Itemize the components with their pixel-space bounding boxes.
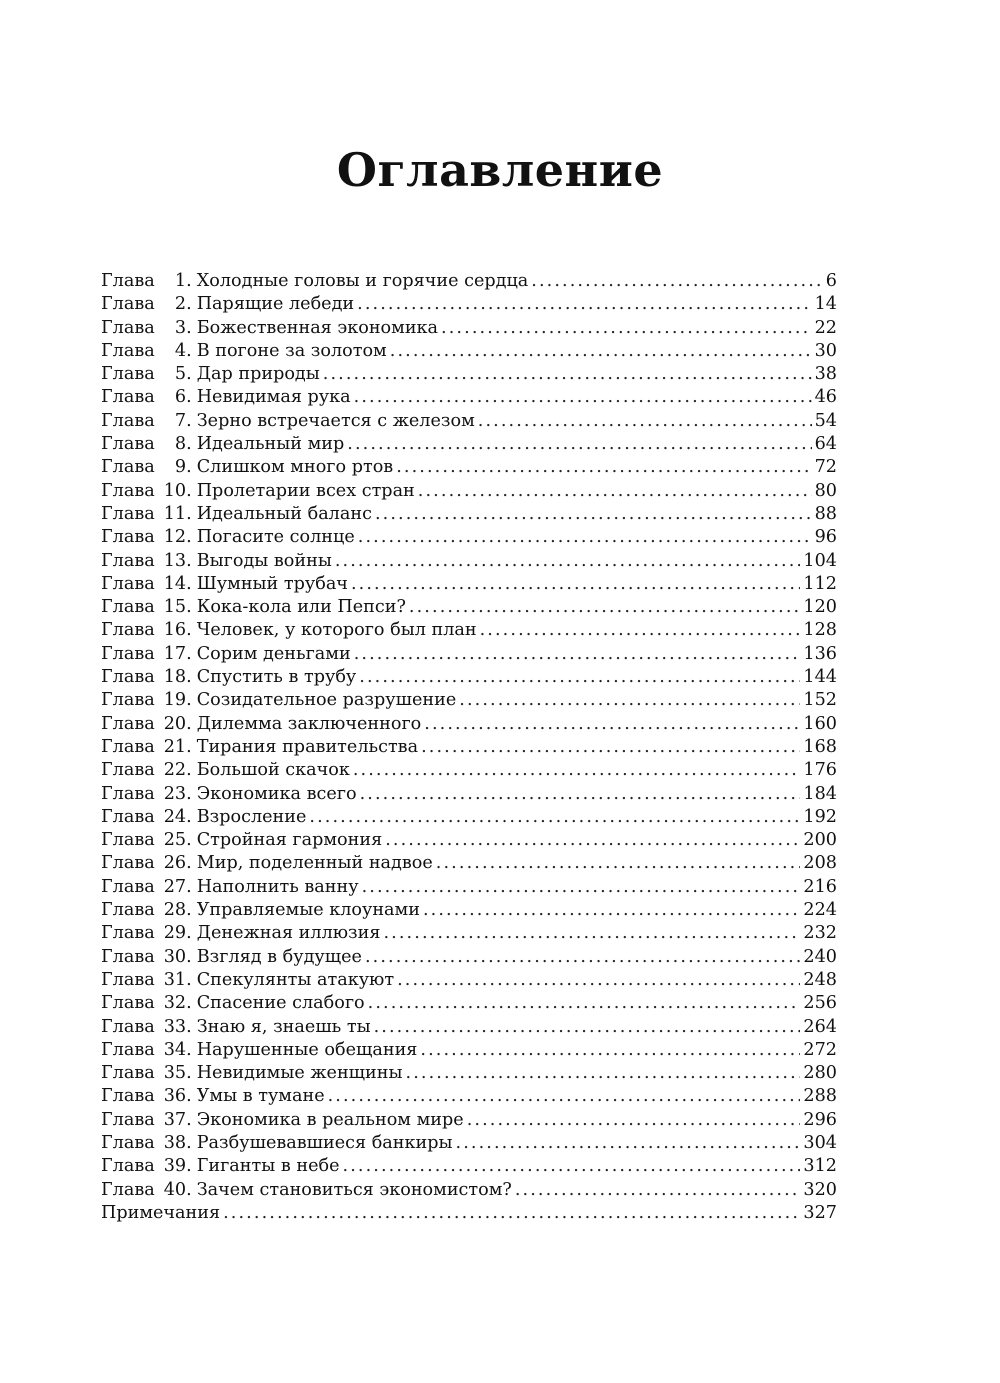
toc-entry-label: Глава	[101, 993, 155, 1014]
toc-entry-number: 23.	[163, 783, 192, 804]
toc-entry-page: 168	[803, 736, 837, 757]
toc-entry[interactable]	[101, 783, 837, 806]
toc-entry-number: 7.	[174, 410, 192, 431]
toc-entry-page: 280	[803, 1063, 837, 1084]
toc-entry[interactable]	[101, 1202, 837, 1225]
toc-entry-label: Глава	[101, 457, 155, 478]
toc-entry-label: Глава	[101, 271, 155, 291]
toc-entry-number: 1.	[174, 271, 192, 291]
dot-leader	[459, 689, 800, 712]
toc-entry-title: Кока-кола или Пепси?	[196, 597, 406, 618]
toc-entry[interactable]	[101, 736, 837, 759]
toc-entry-title: Тирания правительства	[196, 736, 419, 757]
dot-leader	[360, 783, 801, 806]
dot-leader	[409, 596, 800, 619]
dot-leader	[531, 270, 823, 293]
toc-entry-title: Пролетарии всех стран	[196, 480, 415, 501]
toc-entry-number: 17.	[163, 643, 192, 664]
toc-entry-number: 12.	[163, 527, 192, 548]
dot-leader	[358, 526, 812, 549]
toc-entry-label: Глава	[101, 317, 155, 338]
toc-entry-page: 240	[803, 946, 837, 967]
toc-entry-number: 33.	[163, 1016, 192, 1037]
dot-leader	[421, 736, 800, 759]
toc-entry[interactable]	[101, 433, 837, 456]
toc-entry-title: Невидимая рука	[196, 387, 351, 408]
toc-entry-page: 38	[814, 364, 837, 385]
toc-entry[interactable]	[101, 992, 837, 1015]
toc-entry-page: 304	[803, 1132, 837, 1153]
toc-entry-page: 46	[814, 387, 837, 408]
toc-entry-page: 14	[814, 294, 837, 315]
toc-entry-page: 288	[803, 1086, 837, 1107]
toc-entry-title: Спекулянты атакуют	[196, 969, 395, 990]
toc-entry[interactable]	[101, 619, 837, 642]
toc-entry-page: 192	[803, 806, 837, 827]
toc-entry-page: 64	[814, 434, 837, 455]
dot-leader	[359, 666, 800, 689]
toc-entry-label: Глава	[101, 364, 155, 385]
dot-leader	[309, 806, 800, 829]
toc-entry-page: 184	[803, 783, 837, 804]
toc-entry-title: Разбушевавшиеся банкиры	[196, 1132, 453, 1153]
dot-leader	[375, 503, 812, 526]
toc-entry[interactable]	[101, 340, 837, 363]
toc-entry-page: 296	[803, 1109, 837, 1130]
toc-entry-label: Глава	[101, 550, 155, 571]
toc-entry-label: Глава	[101, 667, 155, 688]
toc-entry-number: 22.	[163, 760, 192, 781]
toc-entry-page: 272	[803, 1039, 837, 1060]
toc-entry[interactable]	[101, 1039, 837, 1062]
toc-entry-label: Глава	[101, 1156, 155, 1177]
page-title: Оглавление	[336, 143, 664, 197]
toc-entry[interactable]	[101, 759, 837, 782]
toc-entry-page: 72	[814, 457, 837, 478]
toc-entry-title: Нарушенные обещания	[196, 1039, 418, 1060]
dot-leader	[365, 946, 800, 969]
dot-leader	[418, 480, 812, 503]
toc-entry-title: Знаю я, знаешь ты	[196, 1016, 371, 1037]
dot-leader	[441, 317, 812, 340]
toc-entry-label: Глава	[101, 643, 155, 664]
toc-entry-number: 8.	[174, 434, 192, 455]
toc-entry-number: 18.	[163, 667, 192, 688]
toc-entry[interactable]	[101, 456, 837, 479]
toc-entry[interactable]	[101, 969, 837, 992]
toc-entry[interactable]	[101, 899, 837, 922]
toc-entry-page: 320	[803, 1179, 837, 1200]
toc-entry[interactable]	[101, 480, 837, 503]
toc-entry[interactable]	[101, 1109, 837, 1132]
toc-entry[interactable]	[101, 573, 837, 596]
dot-leader	[362, 876, 801, 899]
toc-entry[interactable]	[101, 1016, 837, 1039]
toc-entry-number: 11.	[163, 503, 192, 524]
toc-entry[interactable]	[101, 922, 837, 945]
toc-entry-title: Сорим деньгами	[196, 643, 351, 664]
dot-leader	[478, 410, 812, 433]
toc-entry-label: Примечания	[101, 1202, 221, 1223]
toc-entry[interactable]	[101, 503, 837, 526]
toc-entry[interactable]	[101, 1179, 837, 1202]
toc-entry-label: Глава	[101, 900, 155, 921]
toc-entry-label: Глава	[101, 969, 155, 990]
toc-entry-label: Глава	[101, 1039, 155, 1060]
dot-leader	[328, 1085, 801, 1108]
toc-entry-page: 224	[803, 900, 837, 921]
toc-entry[interactable]	[101, 1132, 837, 1155]
toc-entry-title: Слишком много ртов	[196, 457, 394, 478]
toc-entry-label: Глава	[101, 690, 155, 711]
toc-entry-page: 88	[814, 503, 837, 524]
toc-entry-title: Божественная экономика	[196, 317, 439, 338]
toc-entry-label: Глава	[101, 294, 155, 315]
toc-entry-label: Глава	[101, 736, 155, 757]
toc-entry-number: 3.	[174, 317, 192, 338]
toc-entry-title: Экономика в реальном мире	[196, 1109, 464, 1130]
dot-leader	[343, 1155, 801, 1178]
toc-entry-title: Спасение слабого	[196, 993, 365, 1014]
toc-entry-page: 96	[814, 527, 837, 548]
dot-leader	[351, 573, 800, 596]
toc-entry-title: Дар природы	[196, 364, 320, 385]
toc-entry-title: Взросление	[196, 806, 307, 827]
toc-entry-title: Шумный трубач	[196, 573, 348, 594]
toc-entry-page: 327	[803, 1202, 837, 1223]
toc-entry[interactable]	[101, 1085, 837, 1108]
toc-entry-title: Стройная гармония	[196, 830, 383, 851]
toc-entry-page: 144	[803, 667, 837, 688]
toc-entry-label: Глава	[101, 1109, 155, 1130]
toc-entry-page: 216	[803, 876, 837, 897]
dot-leader	[424, 713, 800, 736]
toc-entry-label: Глава	[101, 1016, 155, 1037]
toc-entry-page: 22	[814, 317, 837, 338]
toc-entry-number: 27.	[163, 876, 192, 897]
toc-entry-page: 160	[803, 713, 837, 734]
toc-entry-label: Глава	[101, 527, 155, 548]
toc-entry-page: 200	[803, 830, 837, 851]
toc-entry-label: Глава	[101, 830, 155, 851]
toc-entry-page: 152	[803, 690, 837, 711]
toc-entry-number: 35.	[163, 1063, 192, 1084]
toc-entry-page: 176	[803, 760, 837, 781]
toc-entry-number: 10.	[163, 480, 192, 501]
toc-entry-label: Глава	[101, 1179, 155, 1200]
toc-entry-title: Идеальный мир	[196, 434, 345, 455]
toc-entry-label: Глава	[101, 503, 155, 524]
dot-leader	[323, 363, 812, 386]
toc-entry-label: Глава	[101, 806, 155, 827]
dot-leader	[335, 550, 801, 573]
toc-entry[interactable]	[101, 689, 837, 712]
toc-entry-title: Зерно встречается с железом	[196, 410, 475, 431]
toc-entry[interactable]	[101, 526, 837, 549]
toc-entry-page: 128	[803, 620, 837, 641]
toc-entry-page: 312	[803, 1156, 837, 1177]
toc-entry-title: Холодные головы и горячие сердца	[196, 271, 529, 291]
dot-leader	[397, 969, 800, 992]
toc-entry-number: 21.	[163, 736, 192, 757]
toc-entry-title: Мир, поделенный надвое	[196, 853, 433, 874]
toc-entry-number: 15.	[163, 597, 192, 618]
toc-entry-title: Зачем становиться экономистом?	[196, 1179, 512, 1200]
dot-leader	[390, 340, 812, 363]
toc-entry[interactable]	[101, 876, 837, 899]
toc-entry-page: 30	[814, 340, 837, 361]
toc-entry-label: Глава	[101, 480, 155, 501]
toc-entry[interactable]	[101, 829, 837, 852]
toc-entry-number: 28.	[163, 900, 192, 921]
toc-entry-title: Управляемые клоунами	[196, 900, 420, 921]
toc-entry-title: Спустить в трубу	[196, 667, 357, 688]
toc-entry-page: 104	[803, 550, 837, 571]
toc-entry-page: 136	[803, 643, 837, 664]
toc-entry-title: Денежная иллюзия	[196, 923, 381, 944]
toc-entry-number: 26.	[163, 853, 192, 874]
toc-entry-number: 34.	[163, 1039, 192, 1060]
toc-entry-number: 31.	[163, 969, 192, 990]
toc-entry-label: Глава	[101, 340, 155, 361]
dot-leader	[406, 1062, 801, 1085]
toc-entry[interactable]	[101, 806, 837, 829]
toc-entry-label: Глава	[101, 410, 155, 431]
toc-entry[interactable]	[101, 386, 837, 409]
toc-entry[interactable]	[101, 1062, 837, 1085]
dot-leader	[480, 619, 801, 642]
toc-entry-number: 37.	[163, 1109, 192, 1130]
toc-entry-number: 29.	[163, 923, 192, 944]
toc-entry-title: Погасите солнце	[196, 527, 355, 548]
toc-entry-page: 112	[803, 573, 837, 594]
toc-entry-title: Большой скачок	[196, 760, 350, 781]
toc-entry-label: Глава	[101, 923, 155, 944]
toc-entry-number: 30.	[163, 946, 192, 967]
toc-entry[interactable]	[101, 713, 837, 736]
toc-entry-number: 4.	[174, 340, 192, 361]
toc-entry-label: Глава	[101, 783, 155, 804]
toc-entry-number: 9.	[174, 457, 192, 478]
toc-entry[interactable]	[101, 550, 837, 573]
toc-entry-number: 36.	[163, 1086, 192, 1107]
dot-leader	[515, 1179, 801, 1202]
toc-entry-label: Глава	[101, 1086, 155, 1107]
toc-entry-number: 19.	[163, 690, 192, 711]
toc-entry[interactable]	[101, 596, 837, 619]
toc-entry[interactable]	[101, 666, 837, 689]
toc-entry-number: 40.	[163, 1179, 192, 1200]
toc-entry-number: 5.	[174, 364, 192, 385]
toc-entry-title: Наполнить ванну	[196, 876, 359, 897]
dot-leader	[436, 852, 801, 875]
dot-leader	[368, 992, 801, 1015]
toc-entry-title: Экономика всего	[196, 783, 357, 804]
toc-entry-page: 232	[803, 923, 837, 944]
dot-leader	[354, 643, 801, 666]
toc-entry-label: Глава	[101, 387, 155, 408]
dot-leader	[354, 386, 812, 409]
dot-leader	[385, 829, 800, 852]
toc-entry-label: Глава	[101, 1063, 155, 1084]
toc-entry-label: Глава	[101, 713, 155, 734]
toc-entry-page: 256	[803, 993, 837, 1014]
toc-entry[interactable]	[101, 363, 837, 386]
toc-entry[interactable]	[101, 410, 837, 433]
toc-entry-number: 25.	[163, 830, 192, 851]
dot-leader	[456, 1132, 801, 1155]
toc-entry-title: Человек, у которого был план	[196, 620, 477, 641]
toc-entry-title: Дилемма заключенного	[196, 713, 422, 734]
toc-entry-title: Взгляд в будущее	[196, 946, 362, 967]
toc-entry-page: 208	[803, 853, 837, 874]
toc-entry-number: 13.	[163, 550, 192, 571]
toc-entry-title: Идеальный баланс	[196, 503, 372, 524]
toc-entry-page: 6	[825, 271, 837, 291]
dot-leader	[353, 759, 801, 782]
toc-entry[interactable]	[101, 270, 837, 293]
toc-entry-label: Глава	[101, 597, 155, 618]
toc-entry-number: 14.	[163, 573, 192, 594]
toc-entry-number: 20.	[163, 713, 192, 734]
toc-entry-title: Парящие лебеди	[196, 294, 355, 315]
toc-entry-label: Глава	[101, 853, 155, 874]
toc-entry-title: Гиганты в небе	[196, 1156, 340, 1177]
toc-entry-title: Выгоды войны	[196, 550, 332, 571]
dot-leader	[423, 899, 800, 922]
toc-entry-number: 16.	[163, 620, 192, 641]
dot-leader	[420, 1039, 800, 1062]
toc-entry[interactable]	[101, 317, 837, 340]
toc-entry-page: 120	[803, 597, 837, 618]
toc-entry-title: В погоне за золотом	[196, 340, 387, 361]
toc-entry-number: 38.	[163, 1132, 192, 1153]
dot-leader	[357, 293, 811, 316]
dot-leader	[383, 922, 800, 945]
toc-entry-number: 32.	[163, 993, 192, 1014]
toc-entry[interactable]	[101, 293, 837, 316]
toc-entry-number: 2.	[174, 294, 192, 315]
toc-entry-label: Глава	[101, 434, 155, 455]
toc-entry-page: 80	[814, 480, 837, 501]
toc-entry[interactable]	[101, 643, 837, 666]
dot-leader	[347, 433, 811, 456]
toc-entry-label: Глава	[101, 946, 155, 967]
toc-entry-number: 39.	[163, 1156, 192, 1177]
toc-entry-label: Глава	[101, 1132, 155, 1153]
toc-entry-page: 264	[803, 1016, 837, 1037]
toc-entry-label: Глава	[101, 573, 155, 594]
toc-entry-label: Глава	[101, 760, 155, 781]
toc-entry-page: 248	[803, 969, 837, 990]
toc-entry[interactable]	[101, 946, 837, 969]
toc-entry-number: 24.	[163, 806, 192, 827]
toc-entry[interactable]	[101, 1155, 837, 1178]
toc-entry-number: 6.	[174, 387, 192, 408]
table-of-contents	[101, 270, 837, 1225]
toc-entry-label: Глава	[101, 876, 155, 897]
toc-entry-title: Созидательное разрушение	[196, 690, 457, 711]
toc-entry-label: Глава	[101, 620, 155, 641]
toc-entry[interactable]	[101, 852, 837, 875]
dot-leader	[223, 1202, 800, 1225]
toc-entry-page: 54	[814, 410, 837, 431]
toc-entry-title: Умы в тумане	[196, 1086, 325, 1107]
toc-entry-title: Невидимые женщины	[196, 1063, 403, 1084]
dot-leader	[374, 1016, 801, 1039]
dot-leader	[396, 456, 811, 479]
dot-leader	[467, 1109, 801, 1132]
